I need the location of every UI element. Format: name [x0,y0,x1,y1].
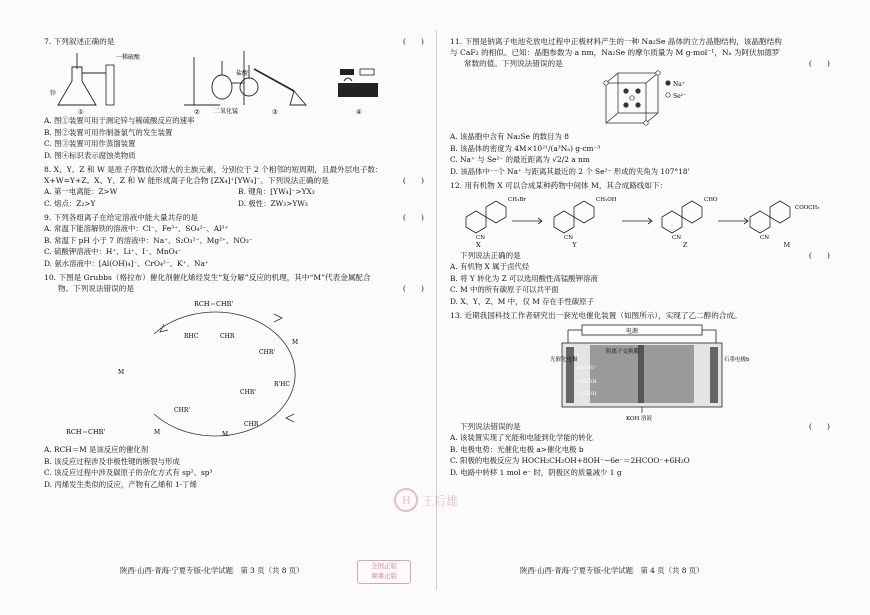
svg-text:③: ③ [272,108,278,115]
answer-blank: ( ) [808,59,830,68]
q11-option-b: B. 该晶体的密度为 4M×10²¹/(a³Nₐ) g·cm⁻³ [450,143,601,153]
answer-blank: ( ) [402,37,424,46]
svg-text:二氧化锰: 二氧化锰 [214,108,239,115]
q10-option-a: A. RCH＝M 是该反应的催化剂 [44,445,149,454]
svg-text:H: H [402,496,411,507]
q12-option-c: C. M 中的所有碳原子可以共平面 [450,285,559,294]
svg-text:CHR': CHR' [240,389,256,396]
authenticity-stamp: 全国正版 课课正版 [357,560,411,584]
svg-text:光催化电极: 光催化电极 [550,357,578,363]
answer-blank: ( ) [402,284,424,293]
question-11-stem-1: 11. 下图是钠离子电池充放电过程中正极材料产生的一种 Na₂Se 晶体的立方晶胞结构，该晶胞结构 [450,37,782,46]
svg-text:Se²⁻: Se²⁻ [673,93,687,100]
question-11-stem-3: 常数的值。下列说法错误的是 ( ) [464,59,830,68]
q8-option-b: B. 键角：[YW₄]⁻>YX₃ [238,187,315,196]
question-13-sub: 下列说法错误的是 ( ) [460,422,830,431]
svg-text:④: ④ [356,108,362,115]
q7-option-a: A. 图①装置可用于测定锌与稀硫酸反应的速率 [44,116,195,125]
svg-text:M: M [222,431,229,438]
svg-text:CHR': CHR' [259,349,275,356]
q7-option-b: B. 图②装置可用作制备氯气的发生装置 [44,127,173,137]
q13-option-a: A. 该装置实现了光能和电能到化学能的转化 [450,433,594,442]
svg-text:CH₂OH: CH₂OH [578,391,597,397]
svg-text:CH₂OH: CH₂OH [596,197,617,203]
q9-option-c: C. 硫酸钾溶液中：H⁺、Li⁺、I⁻、MnO₄⁻ [44,247,182,256]
svg-text:Na⁺: Na⁺ [673,81,685,88]
question-12-title: 12. 用有机物 X 可以合成某种药物中间体 M，其合成路线如下： [450,181,668,190]
q10-option-c: C. 该反应过程中涉及碳原子的杂化方式有 sp²、sp³ [44,468,213,477]
svg-text:CH₂Br: CH₂Br [508,197,526,203]
q8-options-row-2 [44,198,432,210]
q9-option-a: A. 常温下能溶解铁的溶液中：Cl⁻、Fe³⁺、SO₄²⁻、Al³⁺ [44,224,229,233]
q11-option-c: C. Na⁺ 与 Se²⁻ 的最近距离为 √2/2 a nm [450,155,590,164]
question-7-apparatus-figure [44,47,432,115]
svg-text:M: M [154,429,161,436]
q13-option-d: D. 电路中转移 1 mol e⁻ 时，阴极区的质量减少 1 g [450,467,622,477]
svg-text:王后雄: 王后雄 [422,494,459,508]
q10-option-d: D. 丙烯发生类似的反应，产物有乙烯和 1-丁烯 [44,479,197,489]
q12-option-b: B. 将 Y 转化为 Z 可以选用酸性高锰酸钾溶液 [450,273,598,283]
question-10-mechanism-figure [44,294,432,444]
page-footer-right: 陕西·山西·青海·宁夏专版-化学试题 第 4 页（共 8 页） [520,566,704,575]
q12-option-a: A. 有机物 X 属于卤代烃 [450,262,530,271]
question-12-sub: 下列说法正确的是 ( ) [460,251,830,260]
q10-option-b: B. 该反应过程涉及非极性键的断裂与形成 [44,456,180,466]
question-11-unit-cell-figure [450,69,838,131]
svg-text:一稀硫酸: 一稀硫酸 [116,54,141,61]
question-10-stem-2: 物。下列说法错误的是 ( ) [58,284,424,293]
svg-text:KOH 溶液: KOH 溶液 [626,416,653,421]
publisher-logo-watermark [392,480,502,520]
svg-text:CHR': CHR' [174,407,190,414]
svg-text:②: ② [194,108,200,115]
answer-blank: ( ) [808,251,830,260]
svg-text:石墨电极b: 石墨电极b [724,357,750,363]
answer-blank: ( ) [808,422,830,431]
page-footer-left: 陕西·山西·青海·宁夏专版-化学试题 第 3 页（共 8 页） [120,566,304,575]
question-12-synthesis-route [450,191,838,241]
question-13-cell-figure [450,321,838,421]
left-column [44,36,432,490]
q7-option-d: D. 图④标识表示腐蚀类物质 [44,150,136,160]
svg-text:RCH＝CHR': RCH＝CHR' [66,428,106,436]
q8-option-d: D. 极性：ZW₃>YW₃ [238,198,308,208]
right-column [450,36,838,478]
q7-option-c: C. 图③装置可用作蒸馏装置 [44,139,136,148]
svg-text:M: M [118,369,125,376]
svg-text:CHR: CHR [244,421,259,428]
svg-text:CN: CN [672,235,682,241]
svg-text:锌: 锌 [50,90,57,97]
question-9-title: 9. 下列各组离子在给定溶液中能大量共存的是 ( ) [44,213,424,222]
question-13-title: 13. 近期我国科技工作者研究出一套光电催化装置（如图所示），实现了乙二醇的合成。 [450,311,742,320]
svg-text:COOCH₃: COOCH₃ [795,205,820,211]
answer-blank: ( ) [402,176,424,185]
svg-text:RCH＝CHR': RCH＝CHR' [194,300,234,308]
svg-text:CN: CN [564,235,574,241]
svg-text:阴离子交换膜: 阴离子交换膜 [606,349,640,355]
svg-text:M: M [292,339,299,346]
q8-option-c: C. 熔点：Z₂>Y [44,198,96,208]
q8-options-row-1 [44,186,432,198]
svg-text:电源: 电源 [626,328,639,335]
svg-text:CHO: CHO [704,197,718,203]
question-10-stem-1: 10. 下图是 Grubbs（格拉布）催化剂催化烯烃发生“复分解”反应的机理，其中“M”代表金属配合 [44,273,371,282]
q13-option-c: C. 阳极的电极反应为 HOCH₂CH₂OH+8OH⁻−6e⁻＝2HCOO⁻+6H₂O [450,456,690,465]
svg-text:CN: CN [476,235,486,241]
svg-text:R'HC: R'HC [274,381,290,388]
q12-compound-labels: X Y Z M [476,241,791,249]
question-7-title: 7. 下列叙述正确的是 ( ) [44,37,424,46]
svg-text:CHR: CHR [220,333,235,340]
q9-option-b: B. 常温下 pH 小于 7 的溶液中：Na⁺、S₂O₃²⁻、Mg²⁺、NO₃⁻ [44,235,253,245]
q11-option-a: A. 该晶胞中含有 Na₂Se 的数目为 8 [450,132,569,141]
q11-option-d: D. 该晶体中一个 Na⁺ 与距离其最近的 2 个 Se²⁻ 形成的夹角为 107°18' [450,166,690,176]
svg-text:HCOO⁻: HCOO⁻ [578,365,598,371]
q8-option-a: A. 第一电离能：Z>W [44,187,118,196]
svg-text:RHC: RHC [184,333,199,340]
svg-text:CN: CN [760,235,770,241]
answer-blank: ( ) [402,213,424,222]
svg-text:盐酸: 盐酸 [236,70,249,77]
question-8-stem-2: X+W=Y+Z。X、Y、Z 和 W 能形成离子化合物 [ZX₄]⁺[YW₄]⁻。下列说法正确的是 ( ) [44,176,424,185]
q13-option-b: B. 电极电势：光催化电极 a>催化电极 b [450,444,584,454]
question-8-stem-1: 8. X、Y、Z 和 W 是原子序数依次增大的主族元素，分别位于 2 个相邻的短周期，且最外层电子数： [44,165,383,174]
q9-option-d: D. 氨水溶液中：[Al(OH)₄]⁻、CrO₄²⁻、K⁺、Na⁺ [44,258,209,268]
svg-text:①: ① [78,108,84,115]
svg-text:CH₂OH: CH₂OH [578,379,597,385]
question-11-stem-2: 与 CaF₂ 的相似。已知：晶胞参数为 a nm，Na₂Se 的摩尔质量为 M g·mol⁻¹，Nₐ 为阿伏加德罗 [450,48,780,57]
q12-option-d: D. X、Y、Z、M 中，仅 M 存在手性碳原子 [450,296,594,306]
